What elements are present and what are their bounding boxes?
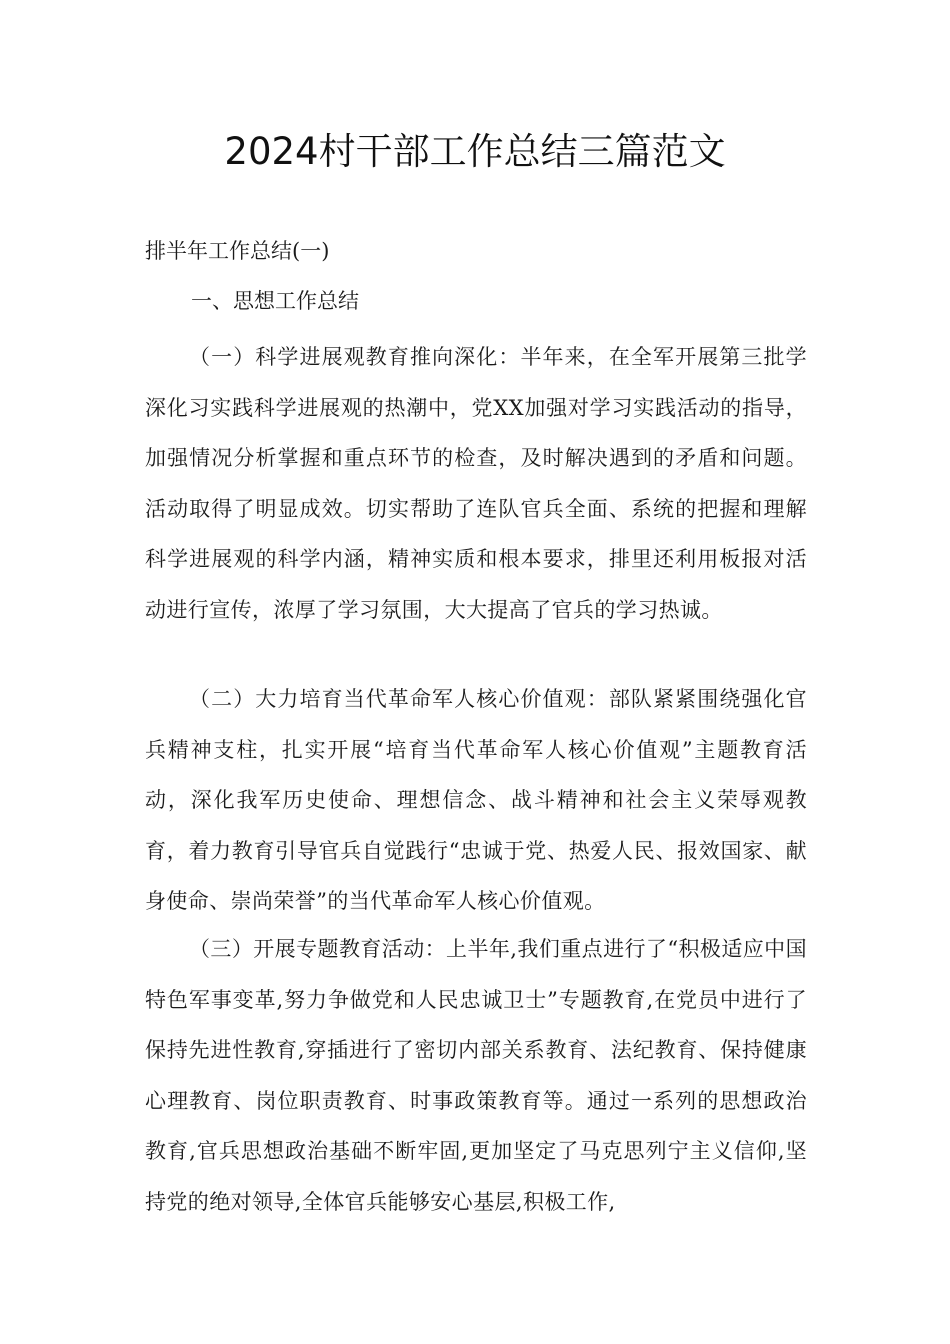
section-heading: 排半年工作总结(一) (145, 239, 330, 263)
document-title: 2024村干部工作总结三篇范文 (224, 130, 726, 173)
sub-heading: 一、思想工作总结 (191, 289, 359, 313)
paragraph-1: （一）科学进展观教育推向深化：半年来，在全军开展第三批学深化习实践科学进展观的热潮中，党XX加强对学习实践活动的指导，加强情况分析掌握和重点环节的检查，及时解决遇到的矛盾和问题。活动取得了明显成效。切实帮助了连队官兵全面、系统的把握和理解科学进展观的科学内涵，精神实质和根本要求，排里还利用板报对活动进行宣传，浓厚了学习氛围，大大提高了官兵的学习热诚。 (145, 345, 807, 622)
paragraph-3: （三）开展专题教育活动：上半年,我们重点进行了“积极适应中国特色军事变革,努力争做党和人民忠诚卫士”专题教育,在党员中进行了保持先进性教育,穿插进行了密切内部关系教育、法纪教育、保持健康心理教育、岗位职责教育、时事政策教育等。通过一系列的思想政治教育,官兵思想政治基础不断牢固,更加坚定了马克思列宁主义信仰,坚持党的绝对领导,全体官兵能够安心基层,积极工作, (145, 937, 807, 1214)
paragraph-2: （二）大力培育当代革命军人核心价值观：部队紧紧围绕强化官兵精神支柱，扎实开展“培育当代革命军人核心价值观”主题教育活动，深化我军历史使命、理想信念、战斗精神和社会主义荣辱观教育，着力教育引导官兵自觉践行“忠诚于党、热爱人民、报效国家、献身使命、崇尚荣誉”的当代革命军人核心价值观。 (145, 687, 807, 913)
